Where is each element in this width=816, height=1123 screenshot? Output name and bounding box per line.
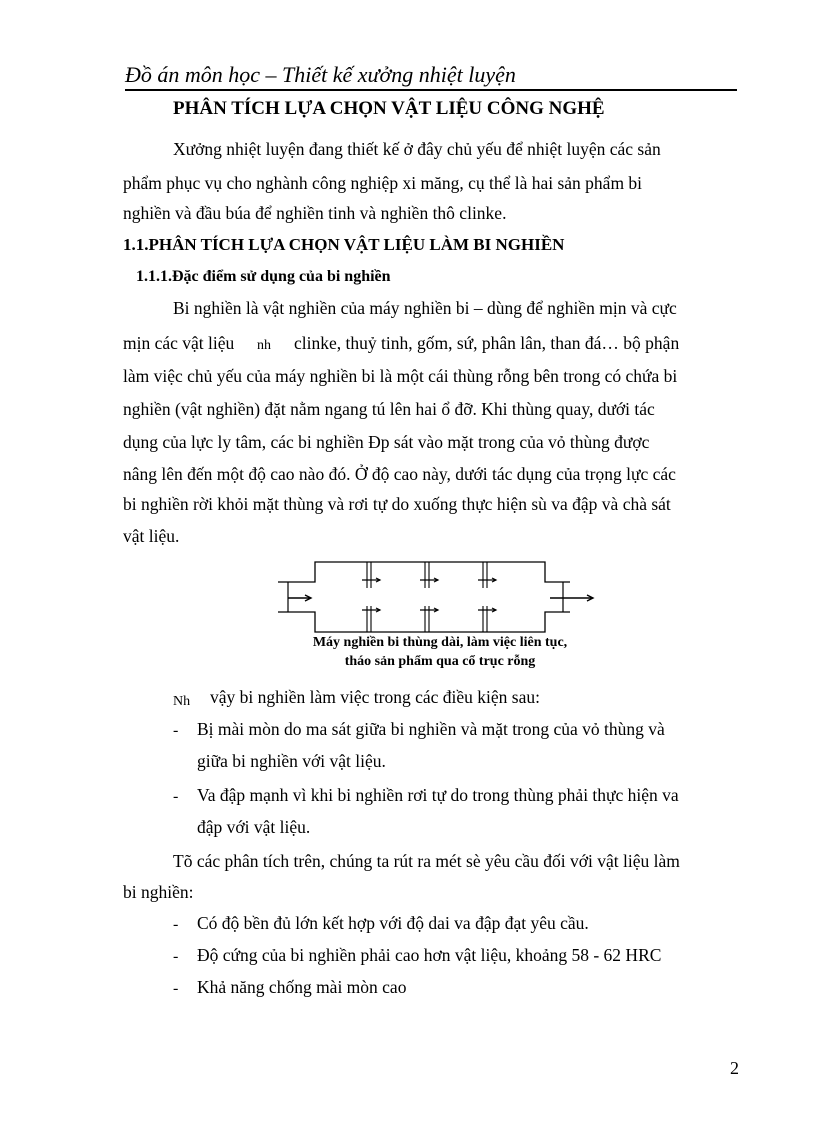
- condition-2-line-2: đập với vật liệu.: [197, 817, 311, 837]
- para1-line-8: vật liệu.: [123, 526, 180, 546]
- para1-line-3: làm việc chủ yếu của máy nghiền bi là một cái thùng rỗng bên trong có chứa bi: [123, 366, 678, 386]
- requirement-3: Khả năng chống mài mòn cao: [197, 977, 407, 997]
- list-item-marker: -: [173, 788, 179, 805]
- condition-1-line-1: Bị mài mòn do ma sát giữa bi nghiền và mặt trong của vỏ thùng và: [197, 719, 665, 739]
- header-rule: [125, 89, 737, 91]
- intro-line-2: phẩm phục vụ cho nghành công nghiệp xi măng, cụ thể là hai sản phẩm bi: [123, 173, 643, 193]
- requirement-2: Độ cứng của bi nghiền phải cao hơn vật liệu, khoảng 58 - 62 HRC: [197, 945, 662, 965]
- para2-text: vậy bi nghiền làm việc trong các điều kiện sau:: [210, 687, 540, 707]
- condition-2-line-1: Va đập mạnh vì khi bi nghiền rơi tự do trong thùng phải thực hiện va: [197, 785, 679, 805]
- para1-line-7: bi nghiền rời khỏi mặt thùng và rơi tự do xuống thực hiện sù va đập và chà sát: [123, 494, 671, 514]
- para3-line-2: bi nghiền:: [123, 882, 194, 902]
- para1-line-5: dụng của lực ly tâm, các bi nghiền Đp sát vào mặt trong của vỏ thùng được: [123, 432, 650, 452]
- page-number: 2: [730, 1058, 739, 1078]
- intro-line-1: Xưởng nhiệt luyện đang thiết kế ở đây chủ yếu để nhiệt luyện các sản: [173, 139, 661, 159]
- section-heading-1-1-1: 1.1.1.Đặc điểm sử dụng của bi nghiền: [136, 268, 391, 285]
- list-item-marker: -: [173, 916, 179, 933]
- intro-line-3: nghiền và đầu búa để nghiền tinh và nghiền thô clinke.: [123, 203, 507, 223]
- figure-caption-line-2: tháo sản phẩm qua cổ trục rỗng: [344, 654, 536, 669]
- para1-line-6: nâng lên đến một độ cao nào đó. Ở độ cao này, dưới tác dụng của trọng lực các: [123, 464, 676, 484]
- para1-line-2a: mịn các vật liệu: [123, 333, 235, 353]
- para1-line-2-nh: nh: [257, 338, 271, 353]
- condition-1-line-2: giữa bi nghiền với vật liệu.: [197, 751, 386, 771]
- para1-line-1: Bi nghiền là vật nghiền của máy nghiền bi – dùng để nghiền mịn và cực: [173, 298, 677, 318]
- list-item-marker: -: [173, 948, 179, 965]
- list-item-marker: -: [173, 722, 179, 739]
- para3-line-1: Tõ các phân tích trên, chúng ta rút ra mét sè yêu cầu đối với vật liệu làm: [173, 851, 680, 871]
- page-title: PHÂN TÍCH LỰA CHỌN VẬT LIỆU CÔNG NGHỆ: [173, 98, 605, 119]
- para1-line-2b: clinke, thuỷ tinh, gốm, sứ, phân lân, than đá… bộ phận: [294, 333, 680, 353]
- requirement-1: Có độ bền đủ lớn kết hợp với độ dai va đập đạt yêu cầu.: [197, 913, 589, 933]
- ball-mill-diagram: [270, 560, 600, 635]
- para2-nh: Nh: [173, 694, 191, 709]
- list-item-marker: -: [173, 980, 179, 997]
- section-heading-1-1: 1.1.PHÂN TÍCH LỰA CHỌN VẬT LIỆU LÀM BI NGHIỀN: [123, 235, 565, 254]
- para1-line-4: nghiền (vật nghiền) đặt nằm ngang tú lên hai ổ đỡ. Khi thùng quay, dưới tác: [123, 399, 655, 419]
- figure-caption-line-1: Máy nghiền bi thùng dài, làm việc liên tục,: [312, 635, 568, 650]
- running-header: Đồ án môn học – Thiết kế xưởng nhiệt luyện: [125, 62, 516, 87]
